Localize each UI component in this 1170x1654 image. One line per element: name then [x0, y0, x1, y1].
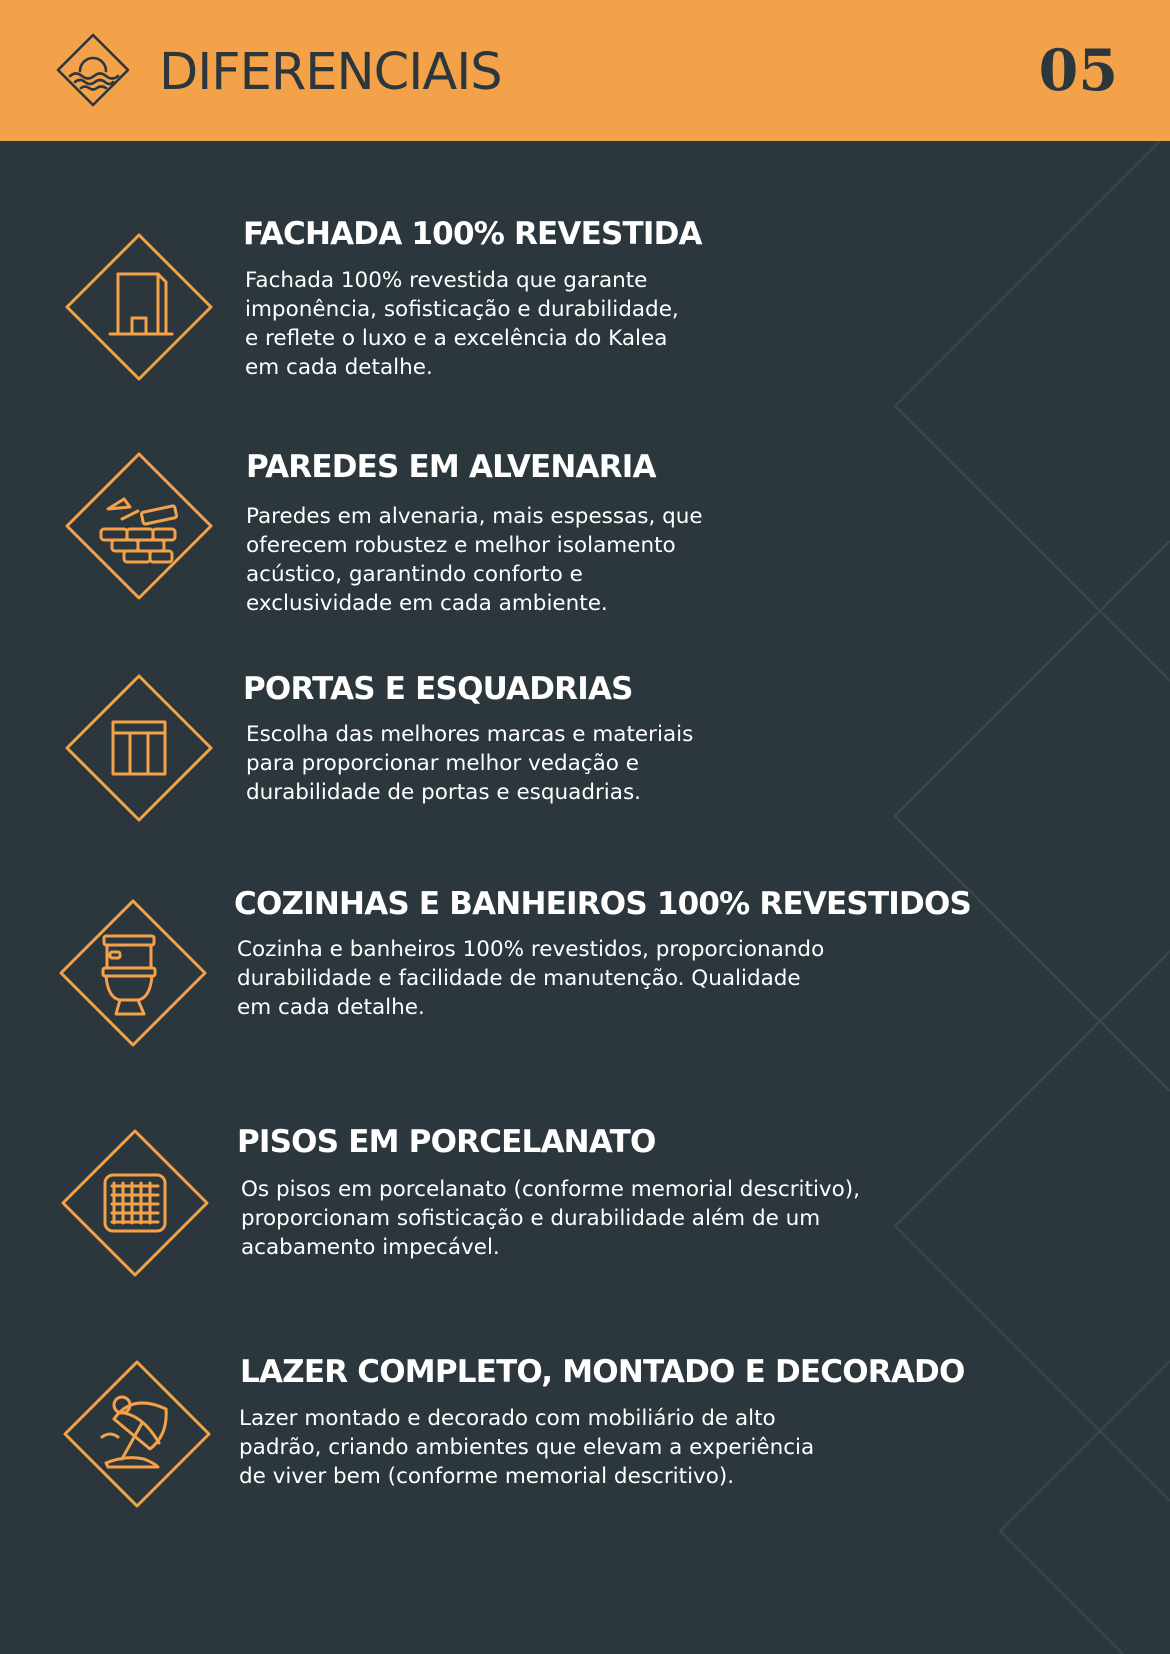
item-text-paredes: Paredes em alvenaria, mais espessas, que oferecem robustez e melhor isolamento acústico, garantindo conforto e exclusividade em cada ambiente. [246, 504, 703, 616]
item-title-fachada: FACHADA 100% REVESTIDA [243, 216, 702, 252]
item-text-portas: Escolha das melhores marcas e materiais para proporcionar melhor vedação e durabilidade de portas e esquadrias. [246, 722, 694, 805]
door-window-icon [64, 673, 214, 823]
item-title-portas: PORTAS E ESQUADRIAS [243, 671, 633, 707]
beach-umbrella-icon [62, 1359, 212, 1509]
toilet-icon [58, 898, 208, 1048]
item-title-pisos: PISOS EM PORCELANATO [237, 1124, 656, 1160]
brick-wall-icon [64, 451, 214, 601]
item-title-lazer: LAZER COMPLETO, MONTADO E DECORADO [240, 1354, 965, 1390]
page-number: 05 [1038, 37, 1118, 104]
building-icon [64, 232, 214, 382]
item-title-paredes: PAREDES EM ALVENARIA [246, 449, 656, 485]
wave-diamond-logo [56, 33, 130, 107]
item-text-pisos: Os pisos em porcelanato (conforme memorial descritivo), proporcionam sofisticação e durabilidade além de um acabamento impecável. [241, 1177, 861, 1260]
item-title-cozinhas: COZINHAS E BANHEIROS 100% REVESTIDOS [234, 886, 972, 922]
floor-tile-icon [60, 1128, 210, 1278]
item-text-cozinhas: Cozinha e banheiros 100% revestidos, proporcionando durabilidade e facilidade de manutenção. Qualidade em cada detalhe. [237, 937, 825, 1020]
item-text-lazer: Lazer montado e decorado com mobiliário de alto padrão, criando ambientes que elevam a experiência de viver bem (conforme memorial descritivo). [239, 1406, 815, 1489]
header-bar [0, 0, 1170, 141]
item-text-fachada: Fachada 100% revestida que garante imponência, sofisticação e durabilidade, e reflete o luxo e a excelência do Kalea em cada detalhe. [245, 268, 679, 380]
page-title: DIFERENCIAIS [159, 43, 502, 102]
